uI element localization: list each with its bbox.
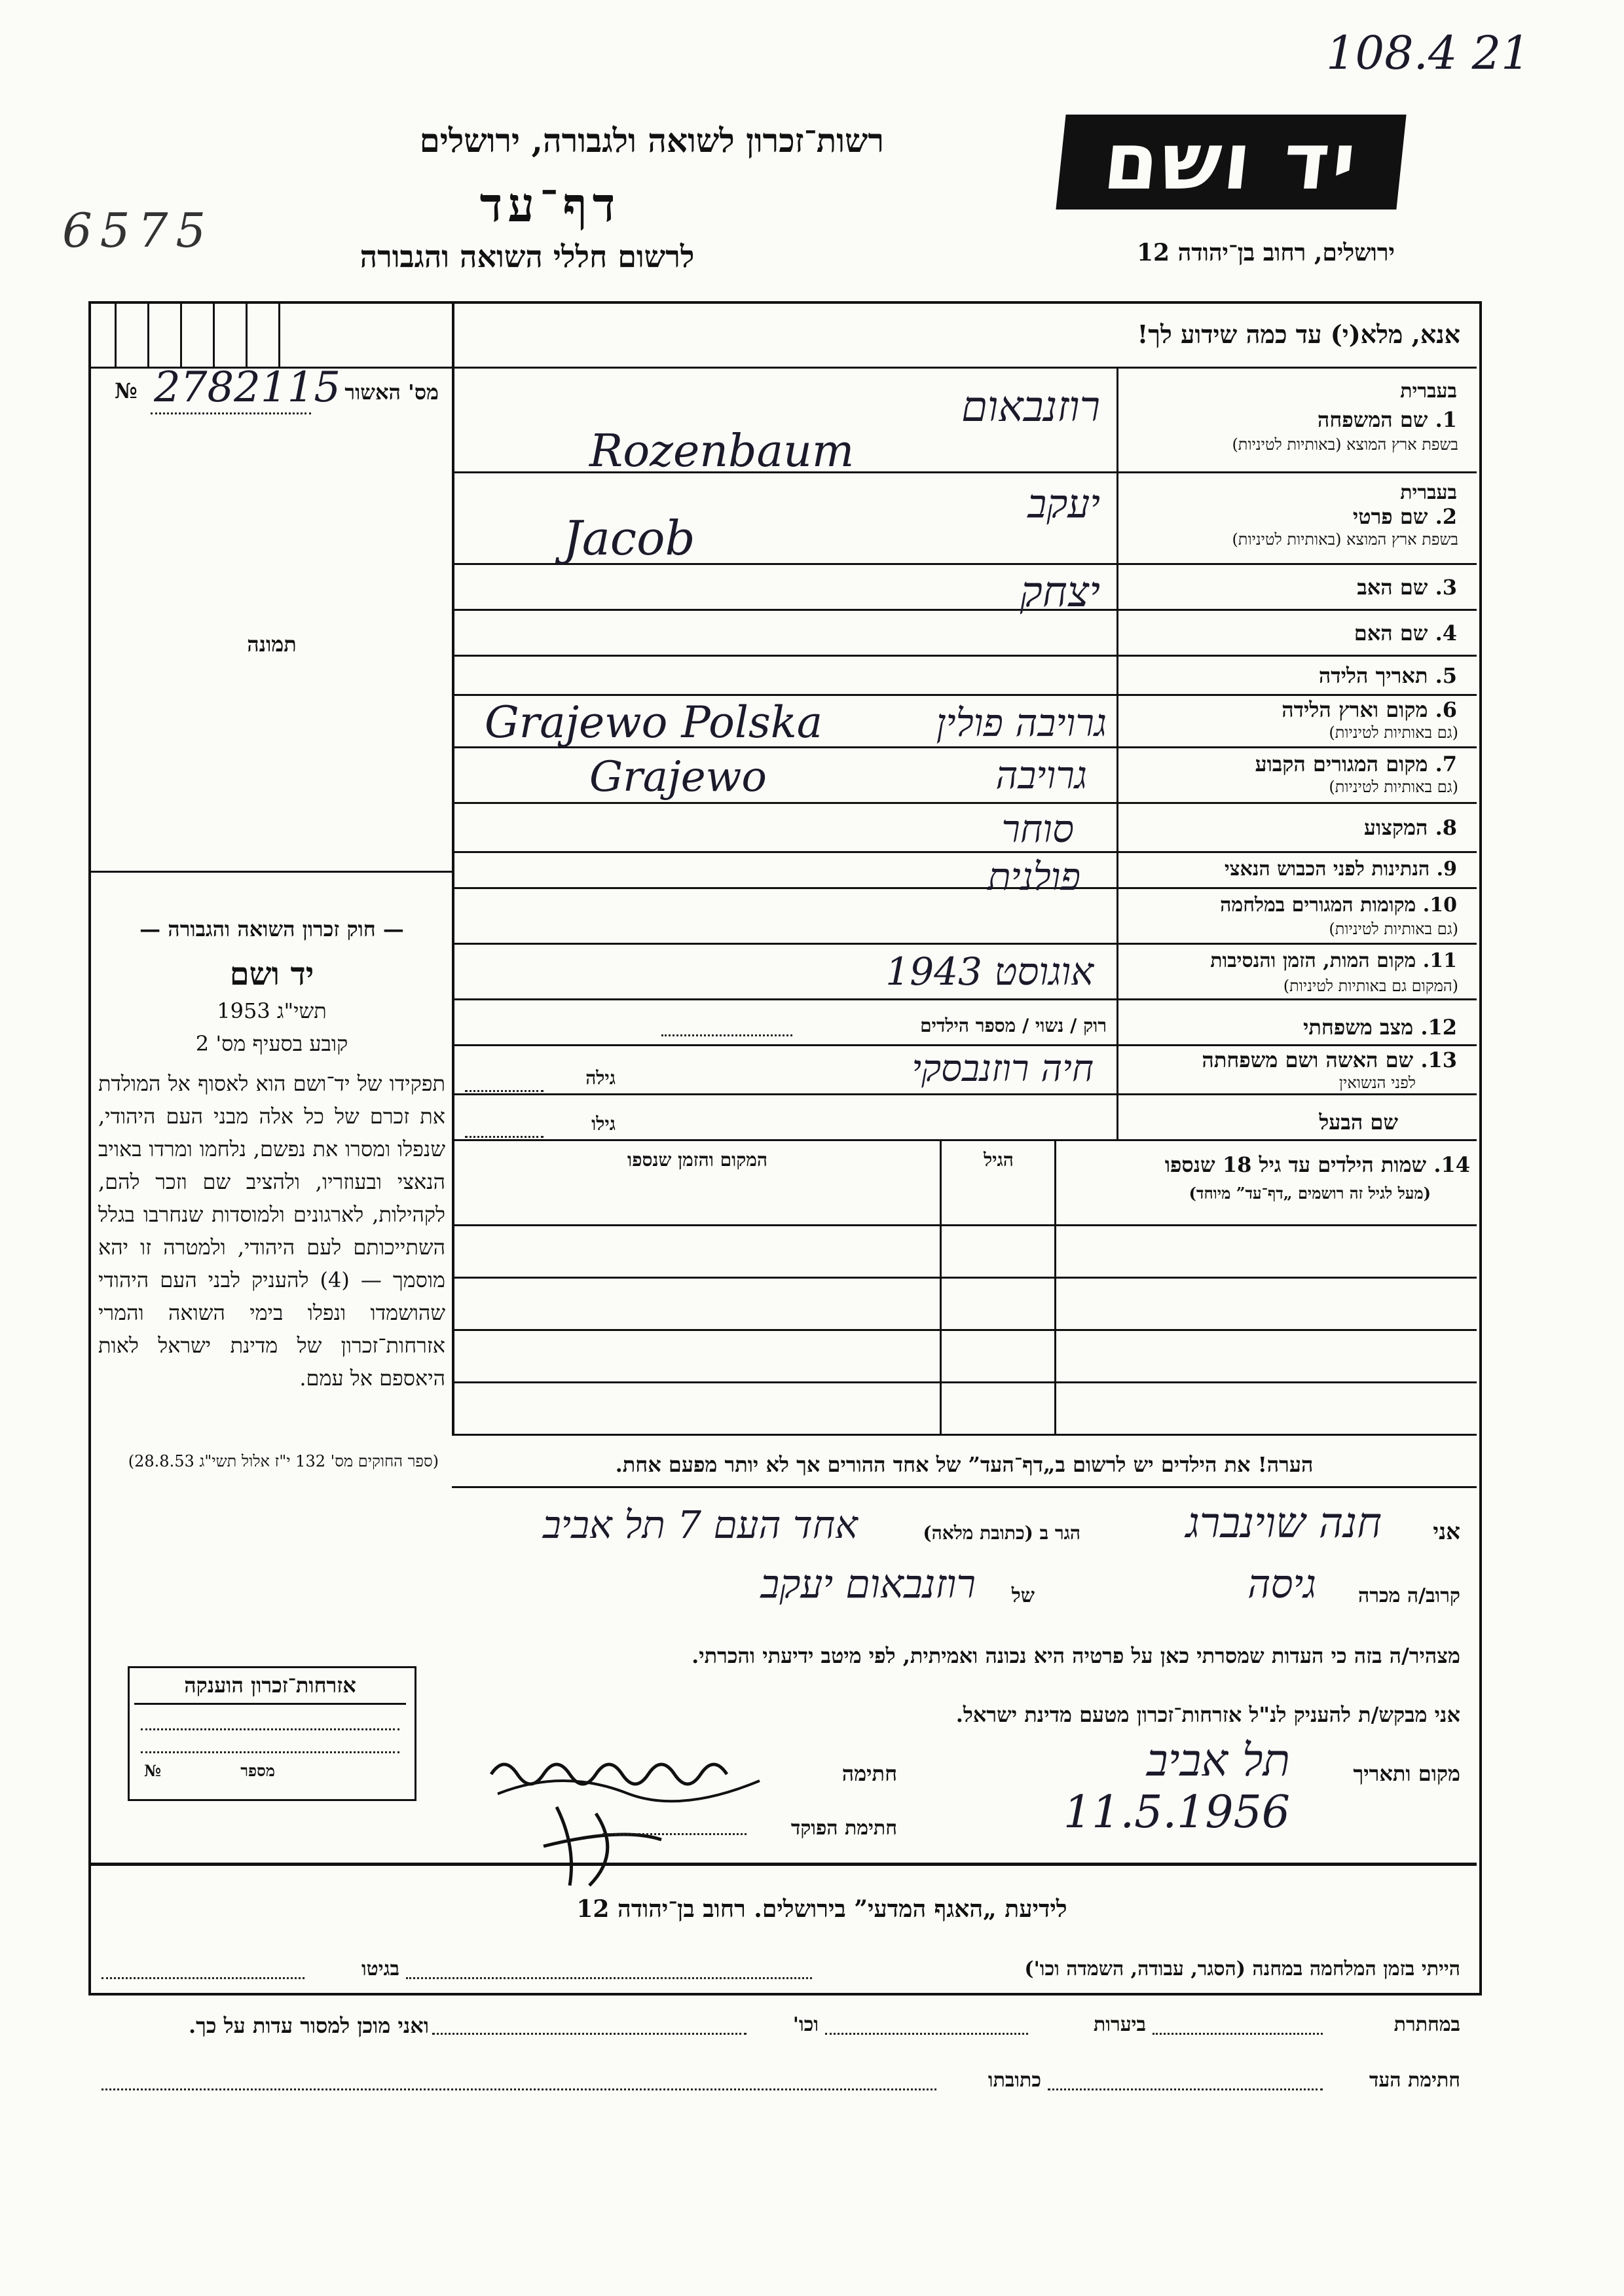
decl-address-label: הגר ב (כתובת מלאה) [923, 1522, 1080, 1544]
marital-status-options: רוק / נשוי / מספר הילדים [920, 1015, 1107, 1036]
field-1-label: 1. שם המשפחה [1317, 407, 1457, 432]
death-details: אוגוסט 1943 [885, 949, 1094, 994]
footer-line3-b: כתובתו [987, 2069, 1041, 2092]
field-7-sub: (גם באותיות לטיניות) [1329, 778, 1458, 796]
husband-label: שם הבעל [1319, 1110, 1398, 1135]
authority-name: רשות־זכרון לשואה ולגבורה, ירושלים [419, 121, 884, 160]
nationality: פולנית [987, 854, 1080, 899]
photo-label: תמונה [247, 632, 297, 657]
field-13-sub: לפני הנשואין [1338, 1074, 1416, 1092]
approval-number: 2782115 [154, 363, 341, 412]
wife-name: חיה רוזנבסקי [912, 1048, 1094, 1090]
relation: גיסה [1247, 1561, 1316, 1607]
wife-age-label: גילה [585, 1067, 616, 1089]
intro-text: אנא, מלא(י) עד כמה שידוע לך! [1137, 319, 1460, 349]
field-6-label: 6. מקום וארץ הלידה [1282, 697, 1457, 722]
surname-hebrew: רוזנבאום [961, 383, 1100, 431]
form-title: דף־עד [479, 177, 621, 232]
birthplace-hebrew: גרויבה פולין [936, 701, 1107, 745]
field-2-label: 2. שם פרטי [1352, 504, 1457, 529]
children-place-header: המקום והזמן שנספו [627, 1149, 767, 1171]
residence-hebrew: גרויבה [995, 753, 1087, 797]
citizenship-number-label: מספר [240, 1761, 275, 1780]
law-name: יד ושם [229, 956, 314, 993]
footer-heading: לידיעת „האגף המדעי” בירושלים. רחוב בן־יהודה 12 [576, 1895, 1067, 1923]
footer-line2-a: במחתרת [1393, 2013, 1460, 2036]
decl-of-label: של [1011, 1584, 1035, 1607]
law-source: (ספר החוקים מס' 132 י"ז אלול תשי"ג 28.8.53) [128, 1452, 439, 1470]
field-13-label: 13. שם האשה ושם משפחתה [1202, 1048, 1457, 1072]
form-subtitle: לרשום חללי השואה והגבורה [360, 239, 695, 274]
law-year: תשי"ג 1953 [217, 998, 327, 1023]
profession: סוחר [1001, 807, 1074, 851]
victim-name-ref: רוזנבאום יעקב [760, 1561, 976, 1607]
field-10-sub: (גם באותיות לטיניות) [1329, 920, 1458, 938]
law-text: תפקידו של יד־ושם הוא לאסוף אל המולדת את זכרם של כל אלה מבני העם היהודי, שנפלו ומסרו את נפשם, נלחמו ומרדו באויב הנאצי ובעוזריו, ולהציב שם וזכר להם, לקהילות, לארגונים ולמוסדות שנחרבו בגלל השתייכותם לעם היהודי, ולמטרה זו יהא מוסמך — (4) להעניק לבני העם היהודי שהושמדו ונפלו בימי השואה והמרי אזרחות־זכרון של מדינת ישראל לאות היאספם אל עמם. [98, 1071, 445, 1391]
signature-label: חתימה [841, 1761, 897, 1786]
field-10-label: 10. מקומות המגורים במלחמה [1220, 894, 1457, 917]
citizenship-number-prefix: № [144, 1761, 162, 1780]
footer-line1-a: הייתי בזמן המלחמה במחנה (הסגר, עבודה, השמדה וכו') [1024, 1958, 1460, 1980]
field-6-sub: (גם באותיות לטיניות) [1329, 723, 1458, 742]
field-3-label: 3. שם האב [1357, 575, 1457, 600]
footer-line1-b: בגיטו [361, 1958, 399, 1980]
archive-ref: 108.4 21 [1326, 26, 1530, 80]
left-ref-number: 6575 [62, 203, 214, 258]
field-2-tag: בעברית [1400, 481, 1457, 504]
surname-latin: Rozenbaum [589, 426, 855, 477]
decl-relative-label: קרוב/ה מכרה [1357, 1584, 1460, 1607]
decl-statement: מצהיר/ה בזה כי העדות שמסרתי כאן על פרטיה היא נכונה ואמיתית, לפי מיטב ידיעתי והכרתי. [692, 1643, 1460, 1668]
field-11-label: 11. מקום המות, הזמן והנסיבות [1210, 949, 1457, 972]
signature-drawing [478, 1735, 792, 1892]
ticks-row [88, 301, 452, 367]
children-age-header: הגיל [984, 1149, 1014, 1171]
footer-line2-c: וכו' [792, 2013, 819, 2036]
children-label: 14. שמות הילדים עד גיל 18 שנספו [1164, 1152, 1470, 1177]
approval-label: מס' האשור [344, 380, 439, 405]
field-1-tag: בעברית [1400, 380, 1457, 403]
field-2-sub: בשפת ארץ המוצא (באותיות לטיניות) [1232, 530, 1458, 549]
field-12-label: 12. מצב משפחתי [1303, 1015, 1457, 1040]
residence-latin: Grajewo [589, 753, 767, 801]
field-7-label: 7. מקום המגורים הקבוע [1255, 752, 1457, 776]
birthplace-latin: Grajewo Polska [485, 697, 823, 748]
address: ירושלים, רחוב בן־יהודה 12 [1136, 239, 1395, 266]
approval-prefix: № [115, 378, 138, 403]
footer-line2-d: ואני מוכן למסור עדות על כך. [188, 2013, 429, 2038]
field-11-sub: (המקום גם באותיות לטיניות) [1283, 977, 1458, 995]
field-5-label: 5. תאריך הלידה [1318, 663, 1457, 688]
footer-line2-b: ביערות [1093, 2013, 1146, 2036]
officer-sig-label: חתימת הפוקד [790, 1817, 897, 1840]
yad-vashem-logo: יד ושם [1056, 115, 1406, 210]
place-date-value: תל אביב 11.5.1956 [1063, 1735, 1290, 1838]
decl-i-label: אני [1433, 1519, 1460, 1545]
father-name: יצחק [1020, 568, 1100, 617]
citizenship-title: אזרחות־זכרון הוענקה [134, 1673, 406, 1705]
firstname-latin: Jacob [563, 511, 695, 566]
field-8-label: 8. המקצוע [1363, 815, 1457, 840]
field-1-sub: בשפת ארץ המוצא (באותיות לטיניות) [1232, 435, 1458, 454]
husband-age-label: גילו [591, 1113, 616, 1135]
field-9-label: 9. הנתינות לפני הכבוש הנאצי [1224, 858, 1457, 881]
decl-request: אני מבקש/ת להעניק לנ"ל אזרחות־זכרון מטעם מדינת ישראל. [955, 1702, 1460, 1727]
declarant-name: חנה שוינברג [1185, 1499, 1382, 1548]
place-date-label: מקום ותאריך [1353, 1761, 1460, 1786]
children-sub: (מעל לגיל זה רושמים „דף־עד” מיוחד) [1189, 1184, 1431, 1203]
law-clause: קובע בסעיף מס' 2 [195, 1031, 348, 1056]
firstname-hebrew: יעקב [1027, 481, 1100, 527]
field-4-label: 4. שם האם [1354, 621, 1457, 646]
law-title: — חוק זכרון השואה והגבורה — [139, 917, 404, 941]
declarant-address: אחד העם 7 תל אביב [542, 1503, 858, 1547]
note-text: הערה! את הילדים יש לרשום ב„דף־העד” של אחד ההורים אך לא יותר מפעם אחת. [615, 1452, 1314, 1477]
footer-line3-a: חתימת העד [1369, 2069, 1460, 2092]
